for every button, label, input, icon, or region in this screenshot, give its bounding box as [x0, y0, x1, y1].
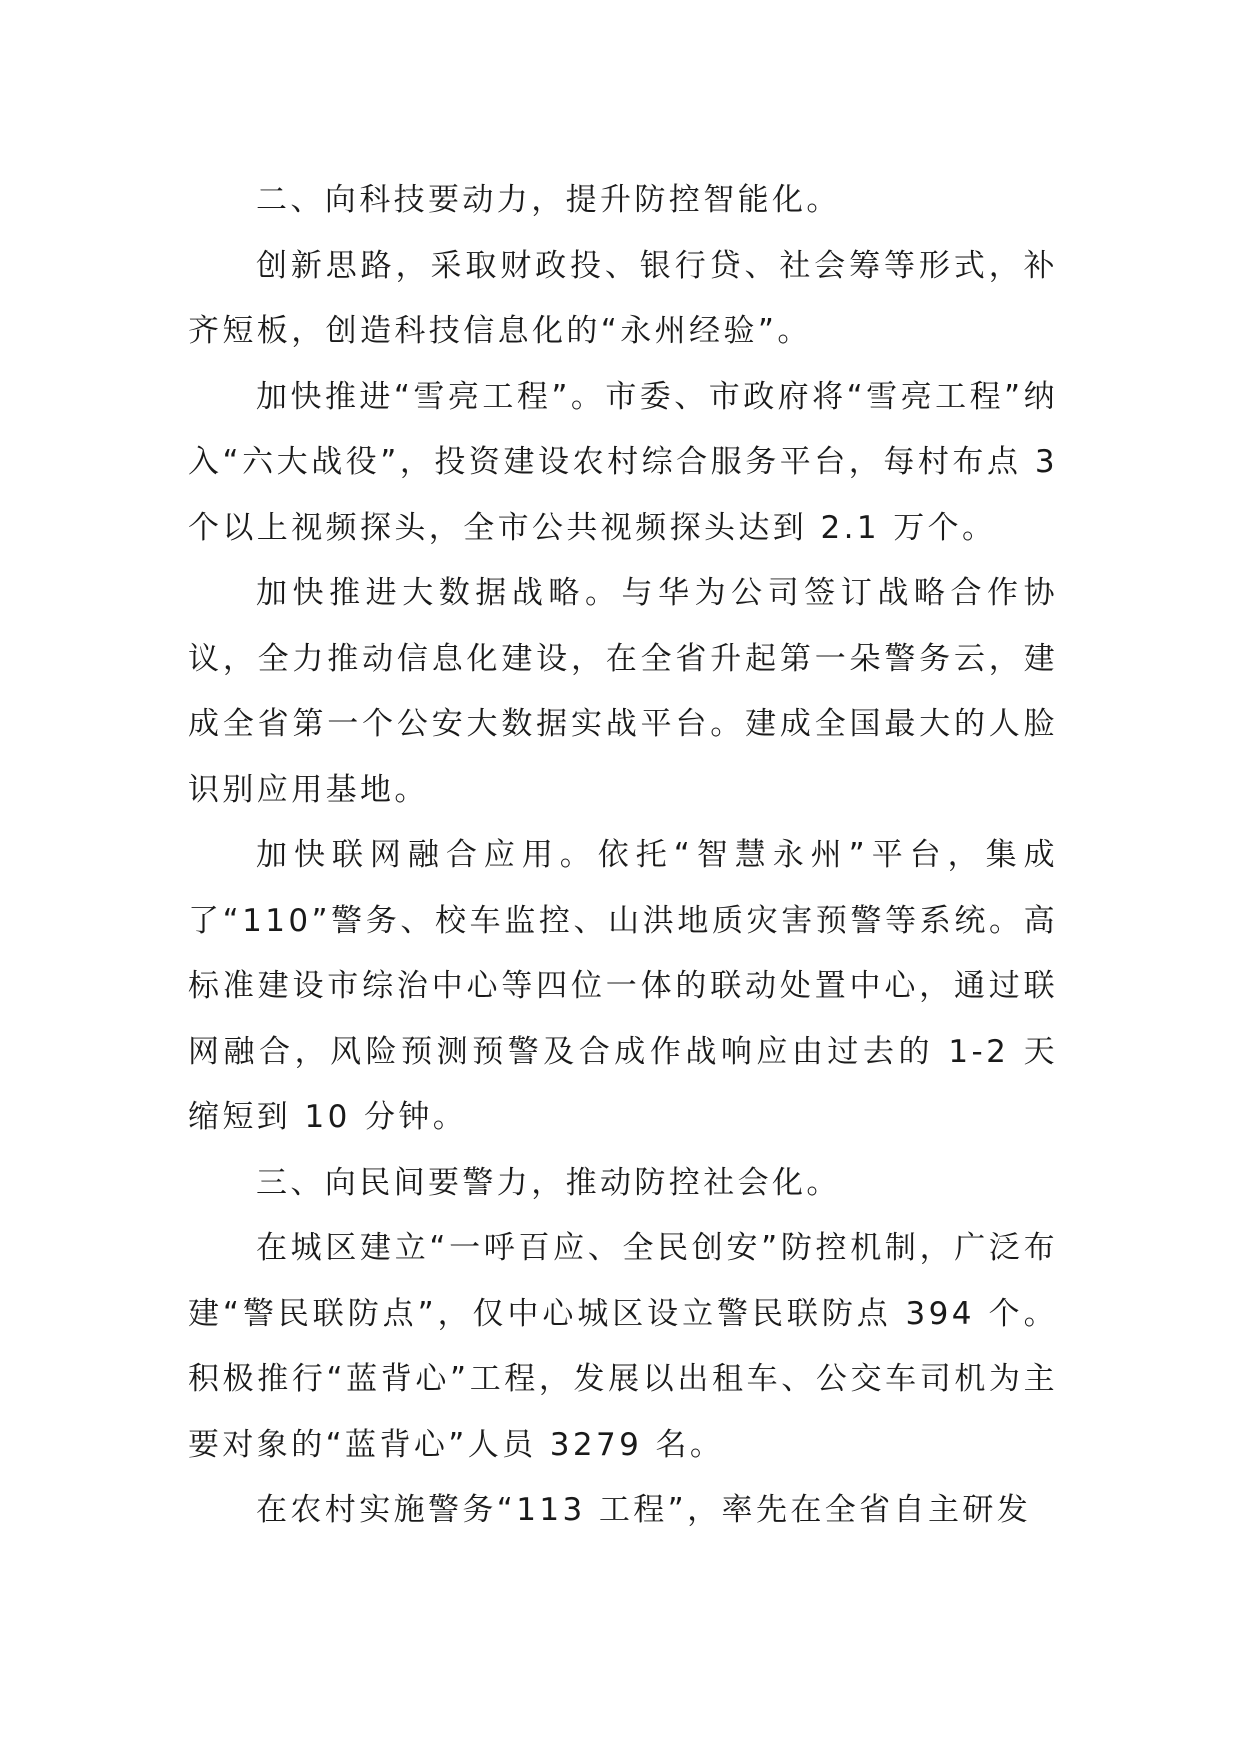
- paragraph-innovation: 创新思路，采取财政投、银行贷、社会筹等形式，补齐短板，创造科技信息化的“永州经验”。: [188, 247, 1058, 349]
- section-heading-2: 二、向科技要动力，提升防控智能化。: [256, 182, 841, 218]
- section-heading-3: 三、向民间要警力，推动防控社会化。: [256, 1164, 841, 1201]
- paragraph-urban-mechanism: 在城区建立“一呼百应、全民创安”防控机制，广泛布建“警民联防点”，仅中心城区设立警民联防点 394 个。积极推行“蓝背心”工程，发展以出租车、公交车司机为主要对象的“蓝背心”人员 3279 名。: [188, 1230, 1058, 1463]
- paragraph-xueliang-project: 加快推进“雪亮工程”。市委、市政府将“雪亮工程”纳入“六大战役”，投资建设农村综合服务平台，每村布点 3 个以上视频探头，全市公共视频探头达到 2.1 万个。: [188, 378, 1058, 546]
- document-body: [188, 168, 1058, 1544]
- paragraph-network-fusion: 加快联网融合应用。依托“智慧永州”平台，集成了“110”警务、校车监控、山洪地质灾害预警等系统。高标准建设市综治中心等四位一体的联动处置中心，通过联网融合，风险预测预警及合成作战响应由过去的 1-2 天缩短到 10 分钟。: [188, 837, 1058, 1135]
- paragraph-rural-113: 在农村实施警务“113 工程”，率先在全省自主研发: [256, 1492, 1032, 1528]
- paragraph-big-data: 加快推进大数据战略。与华为公司签订战略合作协议，全力推动信息化建设，在全省升起第一朵警务云，建成全省第一个公安大数据实战平台。建成全国最大的人脸识别应用基地。: [188, 575, 1058, 808]
